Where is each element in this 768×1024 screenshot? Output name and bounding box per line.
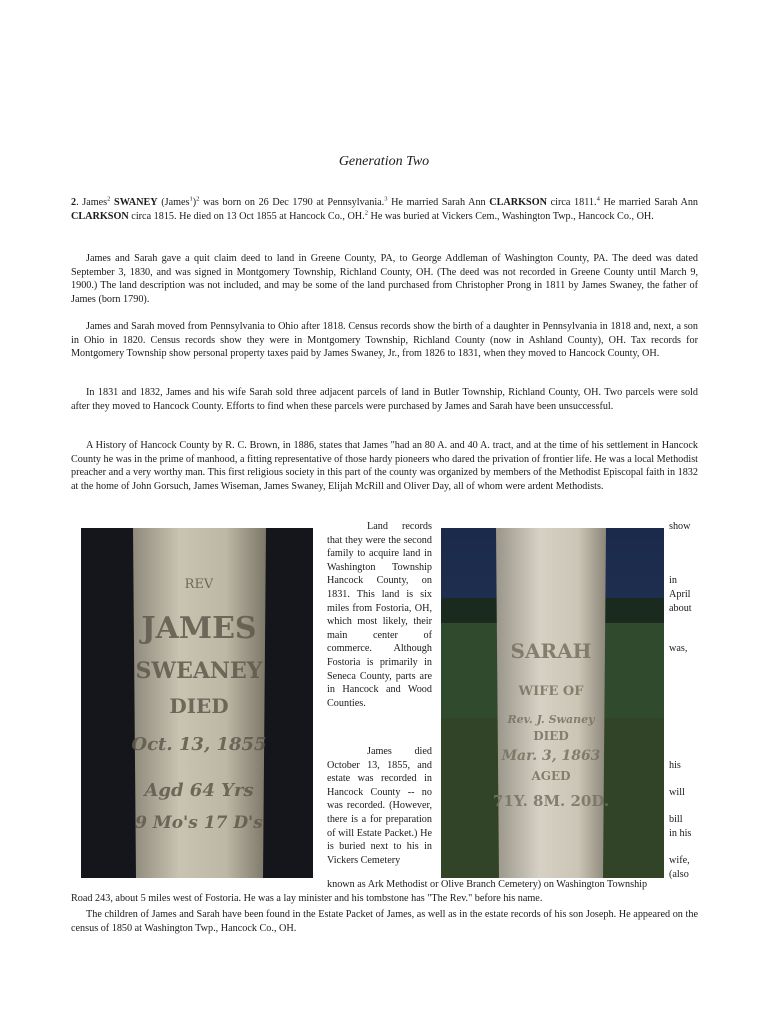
- wrap-text-column: James died October 13, 1855, and estate was recorded in Hancock County -- no was recorded. (However, there is a for preparation of will Estate Packet.) He is buried next to his in Vickers Cemetery: [327, 746, 432, 866]
- tombstone-text: SWEANEY: [135, 658, 263, 684]
- tombstone-text: Agd 64 Yrs: [144, 780, 254, 801]
- children-paragraph: The children of James and Sarah have been found in the Estate Packet of James, as well as in the estate records of his son Joseph. He appeared on the census of 1850 at Washington Twp., Hancock Co., OH.: [71, 909, 698, 934]
- wrap-text-right-column: show in April about was,: [669, 521, 692, 655]
- tombstone-text: 9 Mo's 17 D's: [135, 813, 263, 833]
- burial-text-line: known as Ark Methodist or Olive Branch Cemetery) on Washington Township: [327, 879, 648, 890]
- entry-paragraph: 2. James$^2$ SWANEY (James$^1$)$^2$ was born on 26 Dec 1790 at Pennsylvania.$^3$ He married Sarah Ann CLARKSON circa 1811.$^4$ He married Sarah Ann CLARKSON circa 1815. He died on 13 Oct 1855 at Hancock Co., OH.$^2$ He was buried at Vickers Cem., Washington Twp., Hancock Co., OH.: [71, 195, 699, 222]
- history-paragraph: A History of Hancock County by R. C. Brown, in 1886, states that James "had an 80 A. and 40 A. tract, and at the time of his settlement in Hancock County he was in the prime of manhood, a fitting representative of those hardy pioneers who dared the privation of frontier life. He was a local Methodist preacher and a very worthy man. This first religious society in this part of the county was organized by members of the Methodist Episcopal faith in 1832 at the home of John Gorsuch, James Wiseman, James Swaney, Elijah McRill and Oliver Day, all of whom were ardent Methodists.: [71, 440, 698, 492]
- wrap-text-column: Land records that they were the second family to acquire land in Washington Township Hancock County, on 1831. This land is six miles from Fostoria, OH, which most likely, their main center of commerce. Although Fostoria is primarily in Seneca County, parts are in Hancock and Wood Counties.: [327, 521, 432, 709]
- wrap-text-right-column: his will bill in his wife, (also: [669, 760, 692, 880]
- deed-paragraph: James and Sarah gave a quit claim deed to land in Greene County, PA, to George Addleman of Washington County, PA. The deed was dated September 3, 1830, and was signed in Montgomery Township, Richland County, OH. (The deed was not recorded in Greene County until March 9, 1900.) The land description was not included, and may be some of the land purchased from Christopher Prong in 1811 by James Swaney, the father of James (born 1790).: [71, 253, 698, 305]
- tombstone-text: 71Y. 8M. 20D.: [492, 792, 610, 810]
- surname: SWANEY: [114, 197, 158, 208]
- james-tombstone-photo: [81, 528, 313, 878]
- sarah-tombstone-photo: [441, 528, 664, 878]
- burial-text-line: Road 243, about 5 miles west of Fostoria. He was a lay minister and his tombstone has "The Rev." before his name.: [71, 893, 543, 904]
- entry-number: 2: [71, 197, 77, 208]
- tombstone-text: DIED: [169, 694, 229, 718]
- land-sale-paragraph: In 1831 and 1832, James and his wife Sarah sold three adjacent parcels of land in Butler Township, Richland County, OH. Two parcels were sold after they moved to Hancock County. Efforts to find when these parcels were purchased by James and Sarah have been unsuccessful.: [71, 387, 698, 412]
- tombstone-text: REV: [184, 577, 214, 592]
- migration-paragraph: James and Sarah moved from Pennsylvania to Ohio after 1818. Census records show the birth of a daughter in Pennsylvania in 1818 and, next, a son in Ohio in 1820. Census records show they were in Montgomery Township, Richland County (now in Ashland County), OH. Tax records for Montgomery Township show personal property taxes paid by James Swaney, Jr., from 1826 to 1831, when they moved to Hancock County, OH.: [71, 321, 698, 360]
- tombstone-text: WIFE OF: [518, 684, 584, 699]
- page-title: Generation Two: [338, 154, 430, 169]
- tombstone-text: Mar. 3, 1863: [501, 748, 601, 764]
- tombstone-text: DIED: [533, 729, 569, 743]
- surname: CLARKSON: [489, 197, 548, 208]
- tombstone-text: Rev. J. Swaney: [507, 713, 595, 726]
- surname: CLARKSON: [71, 210, 129, 222]
- tombstone-text: JAMES: [141, 611, 257, 646]
- tombstone-text: AGED: [531, 769, 571, 783]
- tombstone-text: SARAH: [510, 639, 592, 663]
- tombstone-text: Oct. 13, 1855: [131, 734, 267, 755]
